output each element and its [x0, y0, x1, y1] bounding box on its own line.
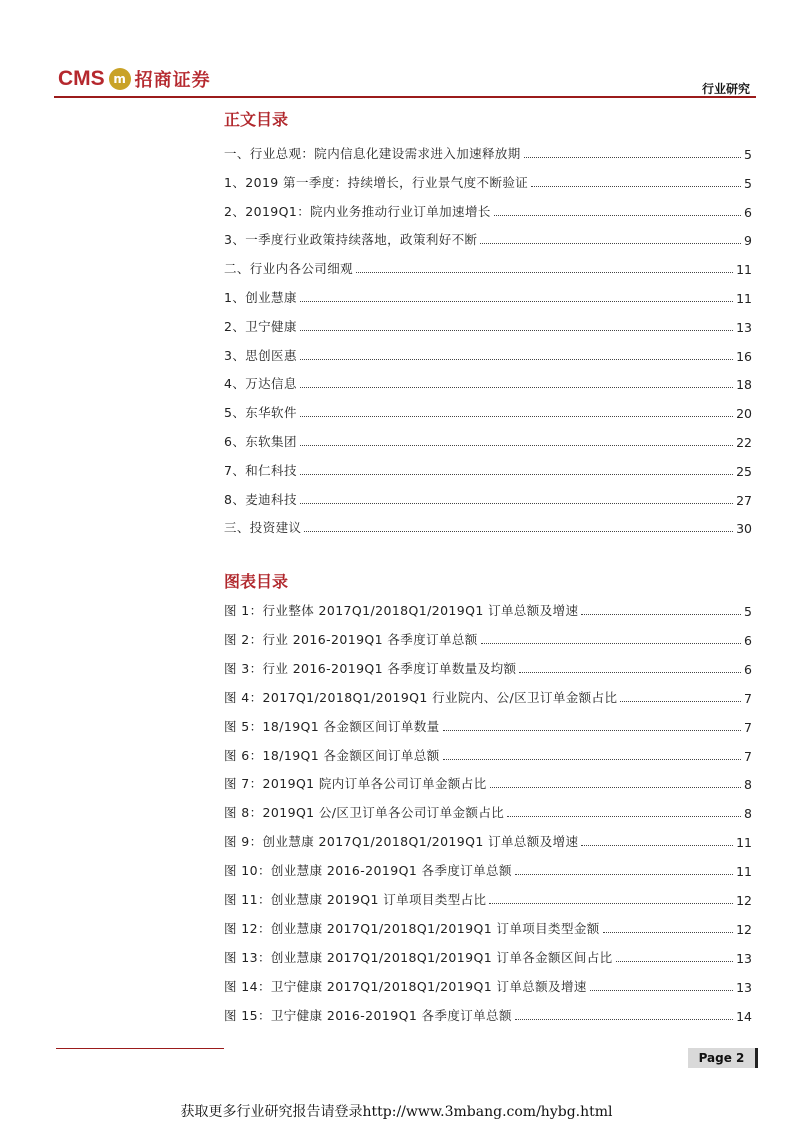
figure-entry-page: 12	[736, 893, 752, 908]
toc-entry-page: 25	[736, 463, 752, 479]
figure-entry-page: 12	[736, 921, 752, 937]
dot-leader	[590, 989, 733, 991]
figure-entry-page: 7	[744, 748, 752, 764]
figure-entry-page: 8	[744, 777, 752, 793]
figure-entry-page: 11	[736, 835, 752, 851]
figure-entry-text: 图 9：创业慧康 2017Q1/2018Q1/2019Q1 订单总额及增速	[224, 834, 579, 850]
figure-entry-text: 图 6：18/19Q1 各金额区间订单总额	[224, 747, 440, 763]
toc-entry[interactable]	[224, 173, 752, 191]
toc-entry-text: 3、思创医惠	[224, 347, 297, 363]
toc-entry-page: 16	[736, 348, 752, 364]
dot-leader	[603, 931, 733, 933]
dot-leader	[300, 358, 733, 360]
figure-entry-text: 图 5：18/19Q1 各金额区间订单数量	[224, 718, 440, 734]
figure-entry-text: 图 14：卫宁健康 2017Q1/2018Q1/2019Q1 订单总额及增速	[224, 978, 587, 994]
dot-leader	[300, 444, 733, 446]
figure-entry[interactable]	[224, 803, 752, 821]
dot-leader	[490, 786, 741, 788]
toc-entry[interactable]	[224, 432, 752, 450]
figure-entry-page: 6	[744, 661, 752, 677]
dot-leader	[356, 271, 733, 273]
toc-entry[interactable]	[224, 461, 752, 479]
dot-leader	[515, 873, 733, 875]
figure-entry-page: 14	[736, 1008, 752, 1024]
logo-cn-text: 招商证券	[134, 70, 211, 91]
figure-entry-page: 8	[744, 806, 752, 822]
figure-entry[interactable]	[224, 919, 752, 937]
toc-entry[interactable]	[224, 374, 752, 392]
dot-leader	[515, 1018, 733, 1020]
figure-entry[interactable]	[224, 630, 752, 648]
dot-leader	[489, 902, 733, 904]
figure-entry[interactable]	[224, 659, 752, 677]
dot-leader	[300, 415, 733, 417]
figure-entry[interactable]	[224, 746, 752, 764]
figure-entry-text: 图 3：行业 2016-2019Q1 各季度订单数量及均额	[224, 660, 517, 676]
figure-entry-page: 7	[744, 690, 752, 706]
page-header	[54, 58, 756, 98]
figure-entry-page: 7	[744, 719, 752, 735]
toc-entry[interactable]	[224, 518, 752, 536]
logo-cms-text: CMS	[58, 67, 105, 90]
figure-entry-page: 5	[744, 604, 752, 619]
figure-entry-text: 图 10：创业慧康 2016-2019Q1 各季度订单总额	[224, 863, 512, 879]
toc-entry-text: 6、东软集团	[224, 434, 297, 449]
dot-leader	[300, 329, 733, 331]
toc-entry-page: 5	[744, 175, 752, 191]
report-category: 行业研究	[701, 82, 750, 96]
figure-entry[interactable]	[224, 948, 752, 966]
toc-entry[interactable]	[224, 144, 752, 162]
toc-entry-page: 11	[736, 291, 752, 306]
dot-leader	[304, 530, 733, 532]
toc-entry[interactable]	[224, 288, 752, 306]
toc-entry-page: 13	[736, 319, 752, 335]
toc-entry-text: 二、行业内各公司细观	[224, 261, 354, 277]
toc-entry[interactable]	[224, 403, 752, 421]
figure-entry[interactable]	[224, 601, 752, 619]
figure-entry-text: 图 7：2019Q1 院内订单各公司订单金额占比	[224, 776, 487, 792]
figure-entry[interactable]	[224, 774, 752, 792]
figure-entry-page: 6	[744, 632, 752, 648]
page-number: Page 2	[688, 1048, 758, 1068]
toc-entry-page: 9	[744, 233, 752, 249]
figure-entry[interactable]	[224, 890, 752, 908]
toc-entry-page: 27	[736, 492, 752, 508]
figure-entry[interactable]	[224, 832, 752, 850]
figure-entry[interactable]	[224, 1006, 752, 1024]
toc-entry-page: 22	[736, 435, 752, 450]
toc-entry-page: 5	[744, 147, 752, 162]
logo-mark-icon: m	[109, 68, 131, 90]
toc-entry[interactable]	[224, 317, 752, 335]
figure-entry-page: 13	[736, 950, 752, 966]
dot-leader	[524, 156, 741, 158]
dot-leader	[494, 214, 741, 216]
header-divider	[54, 96, 756, 98]
figure-entry-text: 图 2：行业 2016-2019Q1 各季度订单总额	[224, 631, 478, 647]
figure-entry-text: 图 8：2019Q1 公/区卫订单各公司订单金额占比	[224, 805, 505, 821]
toc-entry-text: 7、和仁科技	[224, 462, 297, 478]
toc-entry-text: 5、东华软件	[224, 405, 297, 421]
toc-entry-page: 20	[736, 406, 752, 422]
toc-entry-text: 三、投资建议	[224, 520, 302, 536]
toc-entry-page: 18	[736, 377, 752, 393]
figure-entry-page: 11	[736, 864, 752, 880]
figure-entry-text: 图 1：行业整体 2017Q1/2018Q1/2019Q1 订单总额及增速	[224, 603, 579, 618]
dot-leader	[581, 844, 733, 846]
toc-entry-text: 4、万达信息	[224, 376, 297, 392]
figure-entry[interactable]	[224, 717, 752, 735]
dot-leader	[519, 671, 741, 673]
dot-leader	[507, 815, 741, 817]
dot-leader	[531, 185, 741, 187]
toc-entry-page: 11	[736, 262, 752, 278]
dot-leader	[300, 300, 733, 302]
figure-entry-page: 13	[736, 979, 752, 995]
toc-entry-text: 8、麦迪科技	[224, 491, 297, 507]
toc-entry-text: 1、创业慧康	[224, 290, 297, 305]
toc-entry-page: 6	[744, 204, 752, 220]
toc-title: 正文目录	[224, 110, 289, 129]
footnote-divider	[56, 1048, 224, 1049]
dot-leader	[481, 642, 741, 644]
figure-entry[interactable]	[224, 977, 752, 995]
dot-leader	[443, 729, 741, 731]
figure-entry[interactable]	[224, 688, 752, 706]
dot-leader	[300, 473, 733, 475]
toc-entry[interactable]	[224, 259, 752, 277]
toc-entry[interactable]	[224, 490, 752, 508]
toc-entry-text: 2、卫宁健康	[224, 318, 297, 334]
figure-entry-text: 图 12：创业慧康 2017Q1/2018Q1/2019Q1 订单项目类型金额	[224, 920, 600, 936]
toc-entry-text: 2、2019Q1：院内业务推动行业订单加速增长	[224, 203, 491, 219]
dot-leader	[480, 242, 741, 244]
dot-leader	[620, 700, 741, 702]
dot-leader	[581, 613, 741, 615]
dot-leader	[300, 386, 733, 388]
toc-entry[interactable]	[224, 230, 752, 248]
dot-leader	[443, 758, 741, 760]
toc-entry-text: 1、2019 第一季度：持续增长，行业景气度不断验证	[224, 174, 529, 190]
toc-entry[interactable]	[224, 346, 752, 364]
company-logo	[58, 64, 211, 94]
figure-entry[interactable]	[224, 861, 752, 879]
promo-link[interactable]: 获取更多行业研究报告请登录http://www.3mbang.com/hybg.html	[180, 1104, 613, 1120]
toc-entry-text: 3、一季度行业政策持续落地，政策利好不断	[224, 232, 478, 248]
figures-title: 图表目录	[224, 572, 289, 591]
toc-entry-text: 一、行业总观：院内信息化建设需求进入加速释放期	[224, 146, 521, 161]
figure-entry-text: 图 4：2017Q1/2018Q1/2019Q1 行业院内、公/区卫订单金额占比	[224, 689, 618, 705]
figure-entry-text: 图 11：创业慧康 2019Q1 订单项目类型占比	[224, 892, 487, 907]
dot-leader	[616, 960, 734, 962]
figure-entry-text: 图 15：卫宁健康 2016-2019Q1 各季度订单总额	[224, 1007, 512, 1023]
dot-leader	[300, 502, 733, 504]
toc-entry[interactable]	[224, 202, 752, 220]
figure-entry-text: 图 13：创业慧康 2017Q1/2018Q1/2019Q1 订单各金额区间占比	[224, 949, 613, 965]
toc-entry-page: 30	[736, 521, 752, 537]
